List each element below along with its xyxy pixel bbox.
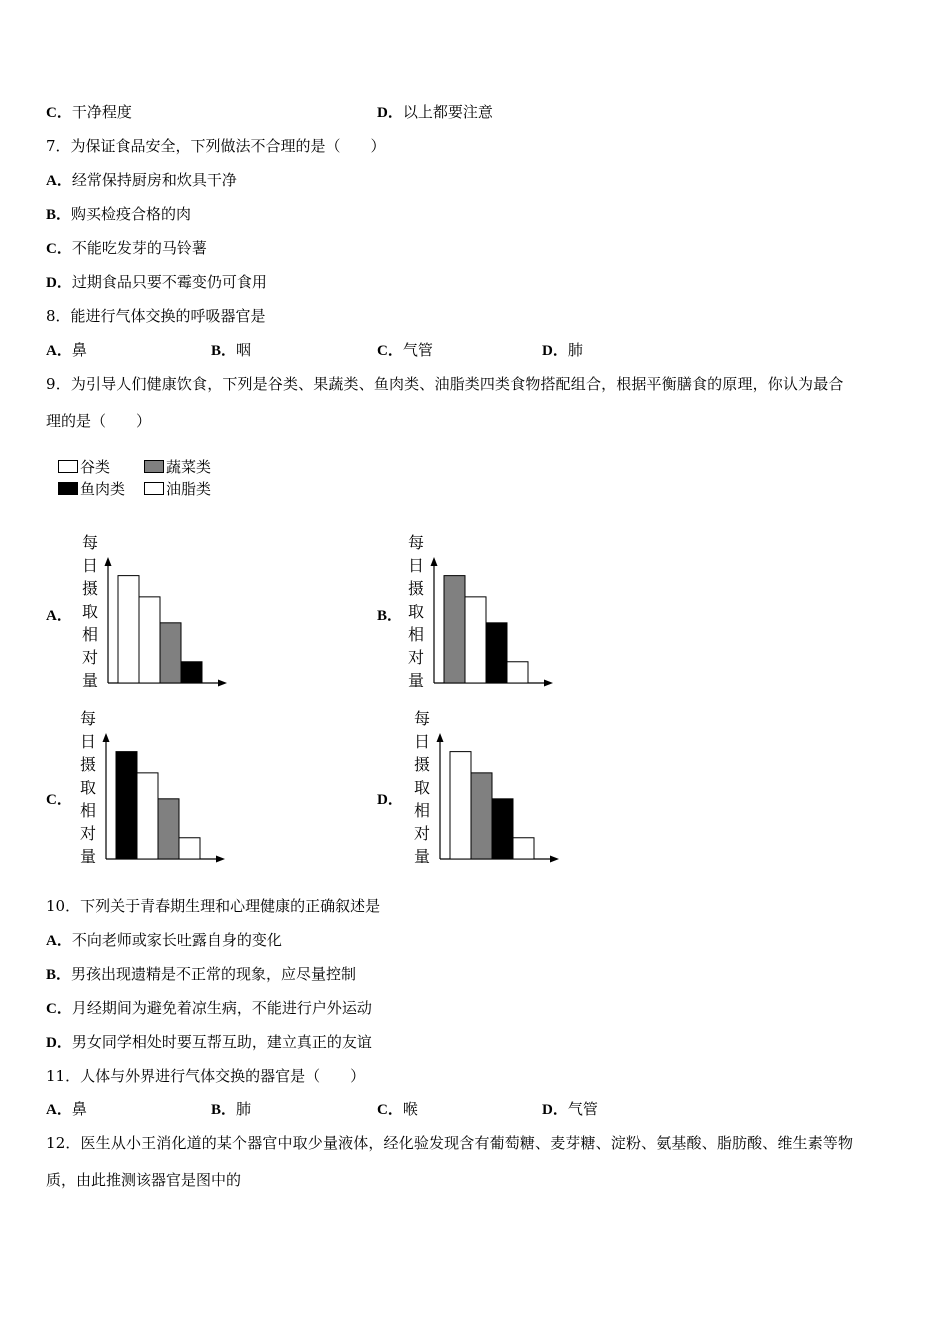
y-axis-label-char: 相	[82, 625, 99, 644]
option-text: 咽	[236, 341, 252, 359]
y-axis-label-char: 量	[414, 847, 431, 866]
y-axis-label-char: 相	[408, 625, 425, 644]
y-axis-arrow	[105, 557, 112, 566]
option-text: 不向老师或家长吐露自身的变化	[71, 931, 282, 949]
bar	[513, 838, 534, 859]
legend-item-fish-meat	[58, 480, 125, 498]
legend-label: 谷类	[80, 458, 111, 476]
option-text: 鼻	[71, 1100, 87, 1118]
q10-stem: 10．下列关于青春期生理和心理健康的正确叙述是	[46, 897, 381, 915]
q10-option-b	[46, 964, 356, 985]
y-axis-label-char: 相	[80, 801, 97, 820]
option-text: 气管	[402, 341, 433, 359]
x-axis-arrow	[216, 856, 225, 863]
option-label: B．	[46, 207, 72, 223]
q11-option-b	[211, 1099, 251, 1120]
y-axis-arrow	[437, 733, 444, 742]
y-axis-label-char: 每	[408, 533, 425, 552]
bar	[444, 576, 465, 683]
option-text: 经常保持厨房和炊具干净	[71, 171, 237, 189]
q8-option-d	[542, 340, 583, 361]
q11-option-a	[46, 1099, 87, 1120]
option-label: A．	[46, 173, 72, 189]
legend-swatch	[58, 482, 78, 495]
legend-item-vegetable	[144, 458, 211, 476]
q9-stem-line2: 理的是（ ）	[46, 412, 152, 430]
chart-c-label: C．	[46, 792, 72, 808]
y-axis-label-char: 取	[408, 602, 425, 621]
q6-option-c	[46, 102, 132, 123]
y-axis-label-char: 摄	[414, 755, 431, 774]
option-label: C．	[46, 241, 72, 257]
y-axis-label-char: 对	[82, 648, 99, 667]
y-axis-arrow	[431, 557, 438, 566]
chart-a-label: A．	[46, 608, 72, 624]
q10-option-a	[46, 930, 282, 951]
option-text: 肺	[567, 341, 583, 359]
y-axis-label-char: 摄	[82, 579, 99, 598]
bar	[507, 662, 528, 683]
bar	[179, 838, 200, 859]
y-axis-label-char: 每	[82, 533, 99, 552]
bar	[486, 623, 507, 683]
q11-option-d	[542, 1099, 598, 1120]
y-axis-label-char: 量	[408, 671, 425, 690]
y-axis-label-char: 每	[80, 709, 97, 728]
y-axis-label-char: 对	[408, 648, 425, 667]
y-axis-label-char: 相	[414, 801, 431, 820]
option-text: 不能吃发芽的马铃薯	[71, 239, 207, 257]
option-label: B．	[211, 1102, 237, 1118]
option-label: C．	[377, 1102, 403, 1118]
option-label: D．	[46, 275, 72, 291]
option-label: C．	[377, 343, 403, 359]
bar	[465, 597, 486, 683]
y-axis-label-char: 日	[80, 732, 97, 751]
option-text: 干净程度	[71, 103, 132, 121]
bar	[160, 623, 181, 683]
q12-stem-line2: 质，由此推测该器官是图中的	[46, 1171, 242, 1189]
legend-swatch	[144, 460, 164, 473]
legend-label: 鱼肉类	[80, 480, 126, 498]
option-label: A．	[46, 343, 72, 359]
option-text: 喉	[402, 1100, 418, 1118]
q12-stem-line1: 12．医生从小王消化道的某个器官中取少量液体，经化验发现含有葡萄糖、麦芽糖、淀粉、氨基酸、脂肪酸、维生素等物	[46, 1134, 854, 1152]
option-text: 气管	[567, 1100, 598, 1118]
option-text: 男女同学相处时要互帮互助，建立真正的友谊	[71, 1033, 372, 1051]
y-axis-label-char: 摄	[408, 579, 425, 598]
option-label: D．	[542, 1102, 568, 1118]
q7-stem: 7．为保证食品安全，下列做法不合理的是（ ）	[46, 137, 386, 155]
q8-option-a	[46, 340, 87, 361]
legend-swatch	[58, 460, 78, 473]
option-text: 月经期间为避免着凉生病，不能进行户外运动	[71, 999, 372, 1017]
bar	[158, 799, 179, 859]
option-label: C．	[46, 105, 72, 121]
chart-d	[410, 708, 570, 868]
option-label: D．	[377, 105, 403, 121]
q9-stem-line1: 9．为引导人们健康饮食，下列是谷类、果蔬类、鱼肉类、油脂类四类食物搭配组合，根据平衡膳食的原理，你认为最合	[46, 375, 844, 393]
legend-item-grain	[58, 458, 110, 476]
chart-b-label: B．	[377, 608, 403, 624]
q6-option-d	[377, 102, 493, 123]
option-text: 以上都要注意	[402, 103, 493, 121]
y-axis-label-char: 取	[414, 778, 431, 797]
y-axis-label-char: 日	[82, 556, 99, 575]
legend-swatch	[144, 482, 164, 495]
option-text: 鼻	[71, 341, 87, 359]
y-axis-label-char: 日	[408, 556, 425, 575]
bar	[137, 773, 158, 859]
option-label: C．	[46, 1001, 72, 1017]
chart-d-label: D．	[377, 792, 403, 808]
chart-b	[404, 532, 564, 692]
bar	[450, 752, 471, 859]
legend-item-oil	[144, 480, 211, 498]
q10-option-c	[46, 998, 372, 1019]
q8-option-c	[377, 340, 433, 361]
q7-option-c	[46, 238, 207, 259]
x-axis-arrow	[218, 680, 227, 687]
y-axis-label-char: 量	[80, 847, 97, 866]
y-axis-label-char: 日	[414, 732, 431, 751]
q8-stem: 8．能进行气体交换的呼吸器官是	[46, 307, 266, 325]
q7-option-a	[46, 170, 237, 191]
y-axis-label-char: 取	[80, 778, 97, 797]
x-axis-arrow	[544, 680, 553, 687]
legend-label: 蔬菜类	[166, 458, 212, 476]
chart-c	[76, 708, 236, 868]
q8-option-b	[211, 340, 251, 361]
y-axis-label-char: 每	[414, 709, 431, 728]
option-label: B．	[211, 343, 237, 359]
bar	[116, 752, 137, 859]
option-label: B．	[46, 967, 72, 983]
option-text: 男孩出现遗精是不正常的现象，应尽量控制	[71, 965, 357, 983]
y-axis-arrow	[103, 733, 110, 742]
q10-option-d	[46, 1032, 372, 1053]
option-label: A．	[46, 933, 72, 949]
x-axis-arrow	[550, 856, 559, 863]
bar	[492, 799, 513, 859]
y-axis-label-char: 量	[82, 671, 99, 690]
q11-option-c	[377, 1099, 418, 1120]
y-axis-label-char: 取	[82, 602, 99, 621]
y-axis-label-char: 对	[414, 824, 431, 843]
option-label: D．	[46, 1035, 72, 1051]
q7-option-d	[46, 272, 267, 293]
option-label: D．	[542, 343, 568, 359]
q7-option-b	[46, 204, 191, 225]
y-axis-label-char: 摄	[80, 755, 97, 774]
option-label: A．	[46, 1102, 72, 1118]
legend-label: 油脂类	[166, 480, 212, 498]
bar	[471, 773, 492, 859]
chart-a	[78, 532, 238, 692]
q11-stem: 11．人体与外界进行气体交换的器官是（ ）	[46, 1067, 366, 1085]
bar	[118, 576, 139, 683]
bar	[139, 597, 160, 683]
option-text: 购买检疫合格的肉	[71, 205, 192, 223]
y-axis-label-char: 对	[80, 824, 97, 843]
option-text: 肺	[236, 1100, 252, 1118]
option-text: 过期食品只要不霉变仍可食用	[71, 273, 267, 291]
bar	[181, 662, 202, 683]
